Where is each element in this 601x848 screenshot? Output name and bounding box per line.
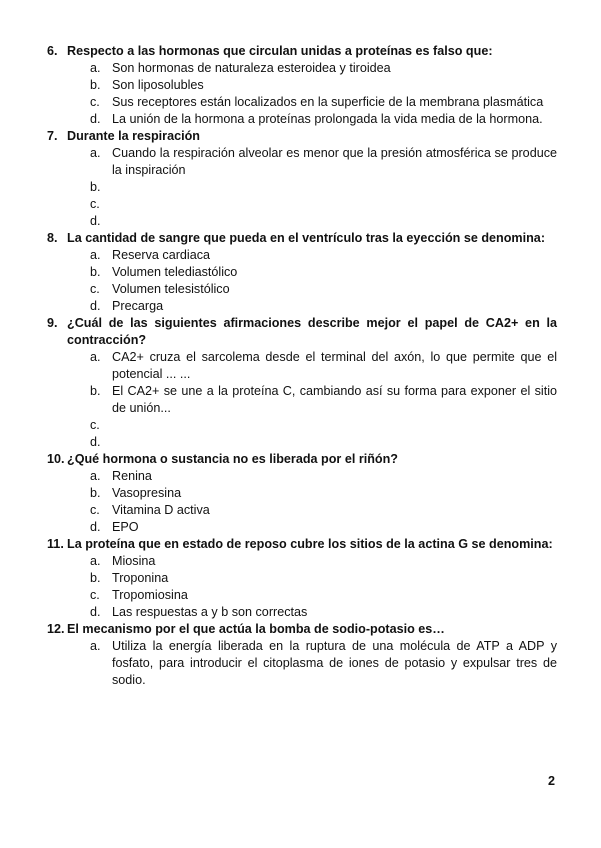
answer-option [0,145,601,179]
answer-option [0,247,601,264]
answer-option [0,468,601,485]
option-letter: b. [90,486,101,500]
option-letter: a. [90,639,101,653]
option-letter: d. [90,112,101,126]
option-letter: d. [90,605,101,619]
option-text: La unión de la hormona a proteínas prolongada la vida media de la hormona. [112,112,543,126]
option-text: Son hormonas de naturaleza esteroidea y tiroidea [112,61,391,75]
option-text: Son liposolubles [112,78,204,92]
option-letter: a. [90,554,101,568]
option-letter: b. [90,180,101,194]
option-letter: c. [90,503,100,517]
question-header [0,536,601,553]
question-text: ¿Qué hormona o sustancia no es liberada por el riñón? [67,452,398,466]
option-letter: a. [90,61,101,75]
option-text: Miosina [112,554,156,568]
answer-option [0,638,601,689]
question-header [0,451,601,468]
answer-option [0,485,601,502]
answer-option [0,77,601,94]
question-10 [0,451,601,536]
question-text: ¿Cuál de las siguientes afirmaciones describe mejor el papel de CA2+ en la contracción? [67,316,557,347]
option-text: Renina [112,469,152,483]
answer-option [0,264,601,281]
question-header [0,315,601,349]
question-header [0,230,601,247]
option-letter: a. [90,350,101,364]
option-text: Vitamina D activa [112,503,210,517]
option-text: Utiliza la energía liberada en la ruptura de una molécula de ATP a ADP y fosfato, para introducir el citoplasma de iones de potasio y expulsar tres de sodio. [112,639,557,687]
option-letter: c. [90,197,100,211]
answer-option [0,281,601,298]
answer-option [0,587,601,604]
option-text [112,434,557,451]
answer-option [0,570,601,587]
question-text: La cantidad de sangre que pueda en el ventrículo tras la eyección se denomina: [67,231,546,245]
option-text: Sus receptores están localizados en la superficie de la membrana plasmática [112,95,544,109]
question-number: 6. [47,44,58,58]
answer-option [0,111,601,128]
option-letter: a. [90,146,101,160]
answer-option [0,519,601,536]
page-number: 2 [548,774,556,788]
question-header [0,43,601,60]
answer-option [0,213,601,230]
question-text: Durante la respiración [67,129,200,143]
answer-option [0,179,601,196]
question-number: 11. [47,537,64,551]
question-12 [0,621,601,689]
question-7 [0,128,601,230]
option-letter: d. [90,214,101,228]
option-letter: b. [90,384,101,398]
question-text: La proteína que en estado de reposo cubre los sitios de la actina G se denomina: [67,537,553,551]
question-number: 12. [47,622,65,636]
option-text: Volumen telesistólico [112,282,230,296]
question-8 [0,230,601,315]
option-text: Tropomiosina [112,588,188,602]
option-letter: b. [90,265,101,279]
option-text: Reserva cardiaca [112,248,210,262]
option-text: Vasopresina [112,486,182,500]
option-letter: c. [90,418,100,432]
answer-option [0,383,601,417]
option-letter: b. [90,78,101,92]
answer-option [0,434,601,451]
question-number: 10. [47,452,65,466]
option-letter: a. [90,248,101,262]
option-text [112,196,557,213]
question-text: Respecto a las hormonas que circulan unidas a proteínas es falso que: [67,44,493,58]
question-11 [0,536,601,621]
document-page [0,43,601,689]
question-number: 7. [47,129,58,143]
option-text [112,417,557,434]
option-letter: a. [90,469,101,483]
option-letter: d. [90,435,101,449]
answer-option [0,502,601,519]
option-text: Volumen telediastólico [112,265,238,279]
question-9 [0,315,601,451]
question-text: El mecanismo por el que actúa la bomba de sodio-potasio es… [67,622,445,636]
option-letter: d. [90,299,101,313]
option-letter: c. [90,95,100,109]
option-text: Troponina [112,571,169,585]
option-letter: c. [90,282,100,296]
option-text: EPO [112,520,139,534]
answer-option [0,60,601,77]
answer-option [0,298,601,315]
option-text: Precarga [112,299,164,313]
question-6 [0,43,601,128]
option-letter: b. [90,571,101,585]
question-number: 9. [47,316,58,330]
option-letter: c. [90,588,100,602]
question-number: 8. [47,231,58,245]
answer-option [0,349,601,383]
answer-option [0,417,601,434]
question-header [0,128,601,145]
answer-option [0,604,601,621]
answer-option [0,553,601,570]
option-text [112,179,557,196]
answer-option [0,94,601,111]
option-letter: d. [90,520,101,534]
answer-option [0,196,601,213]
question-header [0,621,601,638]
option-text: Las respuestas a y b son correctas [112,605,308,619]
option-text: Cuando la respiración alveolar es menor que la presión atmosférica se produce la inspiración [112,146,557,177]
option-text [112,213,557,230]
option-text: El CA2+ se une a la proteína C, cambiando así su forma para exponer el sitio de unión... [112,384,557,415]
option-text: CA2+ cruza el sarcolema desde el terminal del axón, lo que permite que el potencial ... ... [112,350,557,381]
